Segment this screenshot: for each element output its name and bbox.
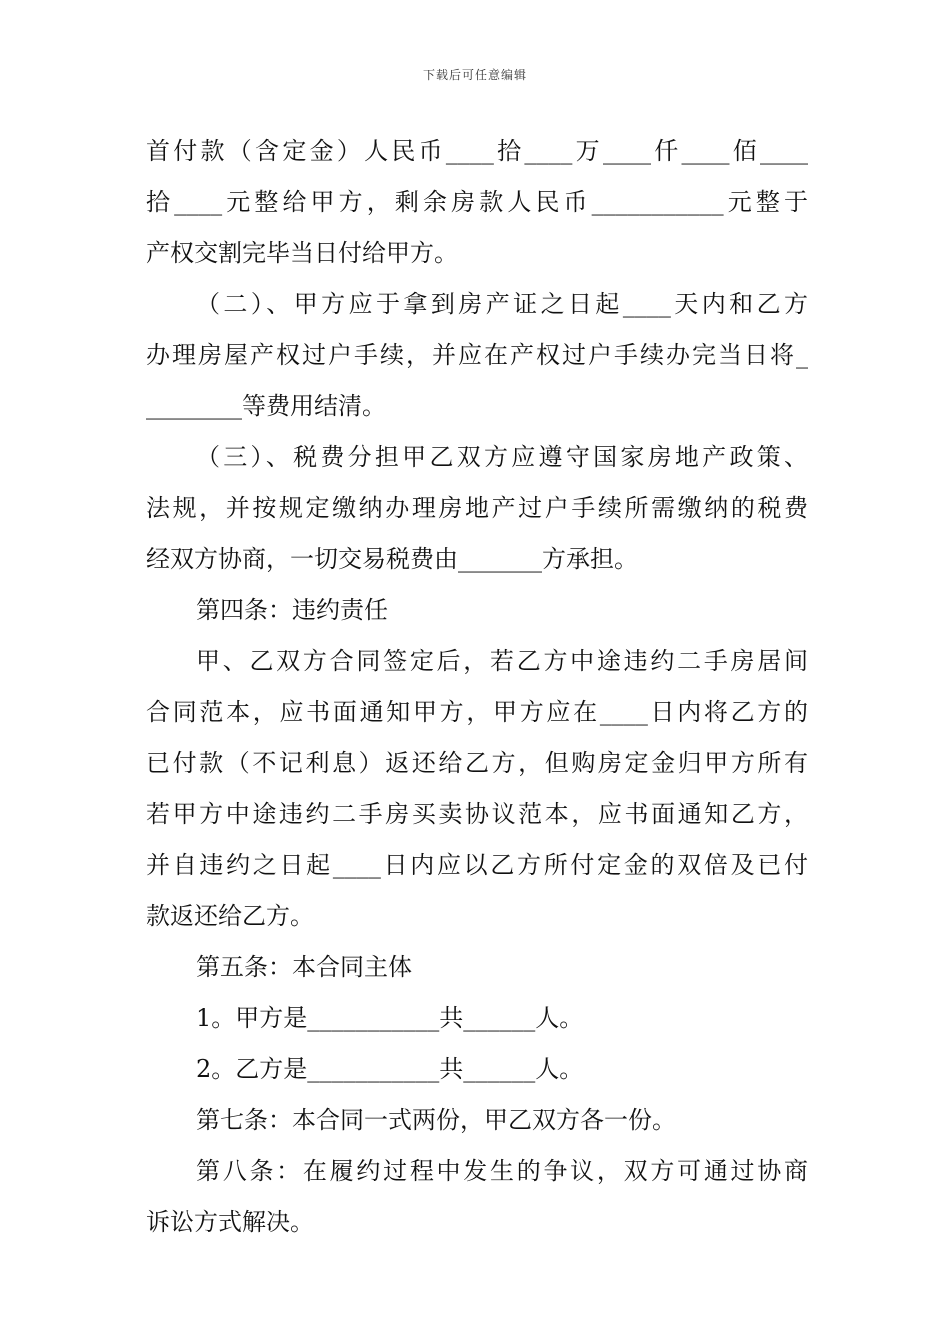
header-note: 下载后可任意编辑 bbox=[422, 68, 527, 82]
paragraph-line: 法规，并按规定缴纳办理房地产过户手续所需缴纳的税费 bbox=[146, 494, 808, 522]
paragraph-line: 合同范本，应书面通知甲方，甲方应在____日内将乙方的 bbox=[146, 698, 808, 726]
paragraph-line: 产权交割完毕当日付给甲方。 bbox=[146, 239, 458, 267]
paragraph-line: 办理房屋产权过户手续，并应在产权过户手续办完当日将_ bbox=[146, 341, 808, 369]
section-heading: 第七条：本合同一式两份，甲乙双方各一份。 bbox=[196, 1106, 676, 1134]
section-heading: 第四条：违约责任 bbox=[196, 596, 388, 624]
paragraph-line: 首付款（含定金）人民币____拾____万____仟____佰____ bbox=[146, 137, 808, 165]
paragraph-line: 款返还给乙方。 bbox=[146, 902, 314, 930]
party-line: 1。甲方是___________共______人。 bbox=[196, 1004, 584, 1032]
paragraph-line: 甲、乙双方合同签定后，若乙方中途违约二手房居间 bbox=[196, 647, 808, 675]
paragraph-line: 并自违约之日起____日内应以乙方所付定金的双倍及已付 bbox=[146, 851, 808, 879]
paragraph-line: 已付款（不记利息）返还给乙方，但购房定金归甲方所有 bbox=[146, 749, 808, 777]
paragraph-line: 拾____元整给甲方，剩余房款人民币___________元整于 bbox=[146, 188, 808, 216]
paragraph-line: ________等费用结清。 bbox=[146, 392, 386, 420]
document-body bbox=[146, 126, 808, 1248]
party-line: 2。乙方是___________共______人。 bbox=[196, 1055, 584, 1083]
paragraph-line: （三）、税费分担甲乙双方应遵守国家房地产政策、 bbox=[196, 443, 808, 471]
paragraph-line: 经双方协商，一切交易税费由_______方承担。 bbox=[146, 545, 638, 573]
section-heading: 第五条：本合同主体 bbox=[196, 953, 412, 981]
paragraph-line: （二）、甲方应于拿到房产证之日起____天内和乙方 bbox=[196, 290, 808, 318]
paragraph-line: 诉讼方式解决。 bbox=[146, 1208, 314, 1236]
paragraph-line: 第八条：在履约过程中发生的争议，双方可通过协商 bbox=[196, 1157, 808, 1185]
paragraph-line: 若甲方中途违约二手房买卖协议范本，应书面通知乙方， bbox=[146, 800, 808, 828]
